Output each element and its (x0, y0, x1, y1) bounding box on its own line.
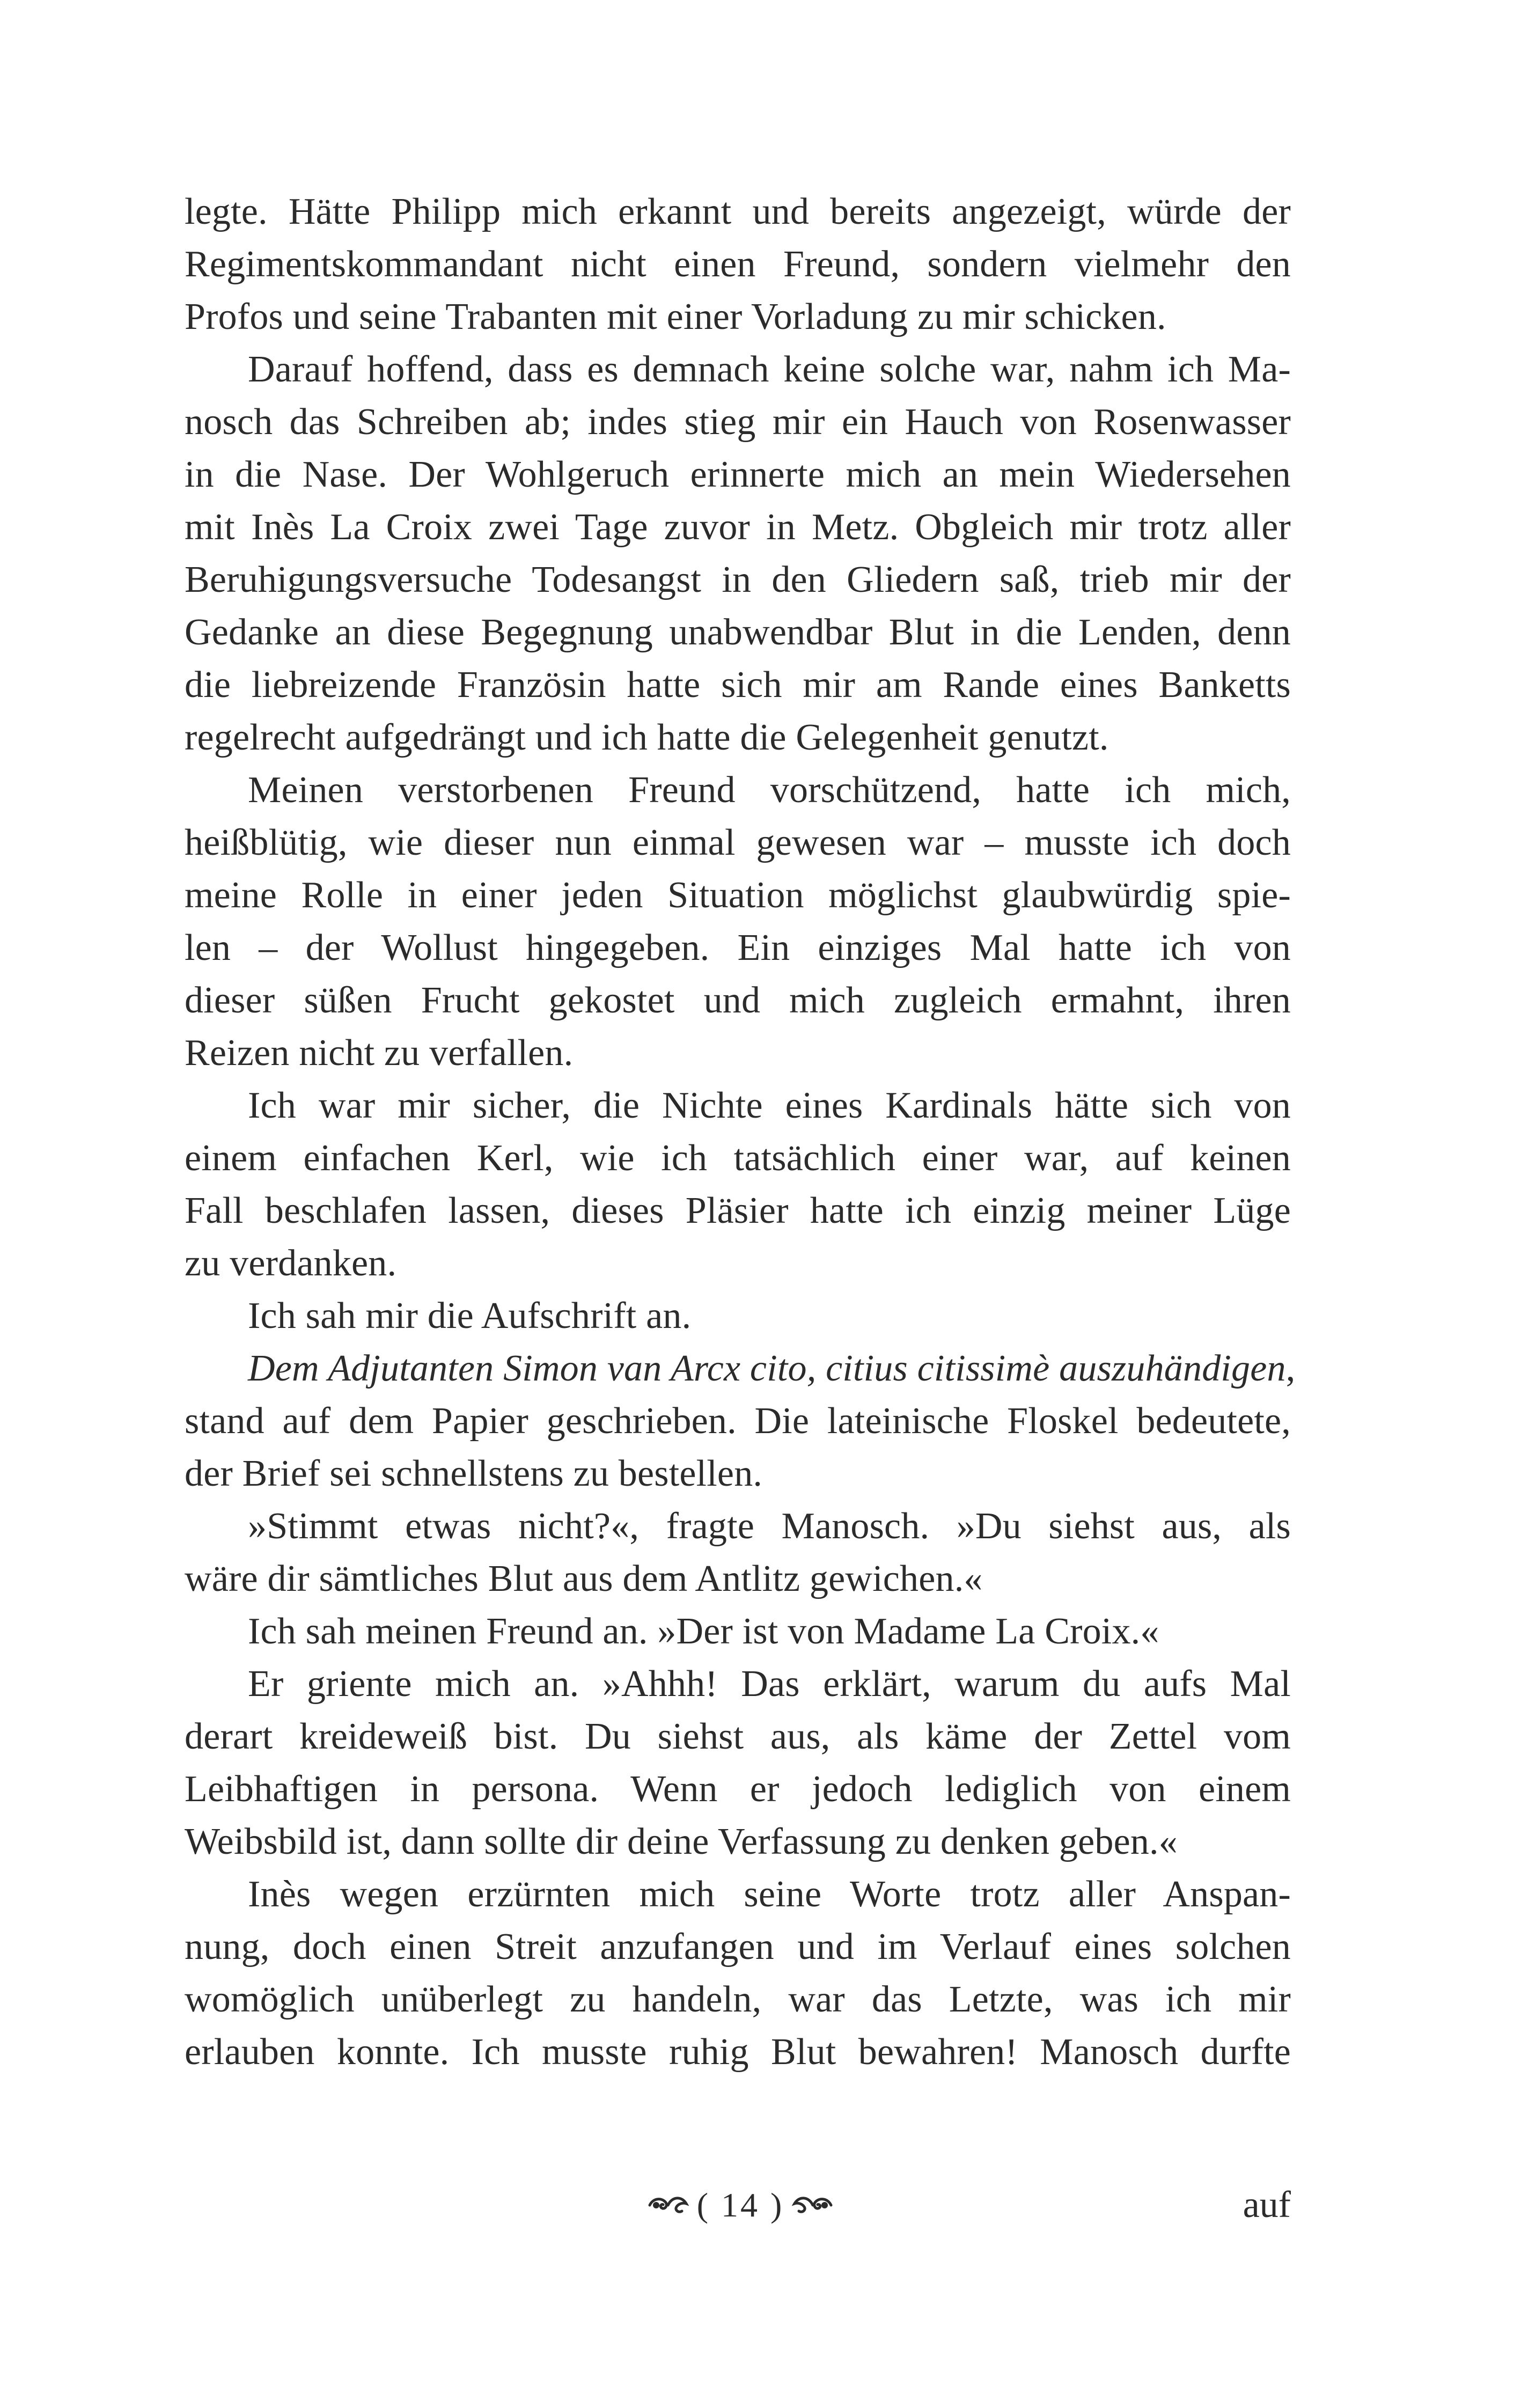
text-line: stand auf dem Papier geschrieben. Die lateinische Floskel bedeutete, (185, 1400, 1291, 1442)
text-line: Beruhigungsversuche Todesangst in den Gliedern saß, trieb mir der (185, 559, 1291, 600)
page-number-group (633, 2176, 848, 2235)
page-number: ( 14 ) (696, 2186, 784, 2224)
text-line: Ich sah meinen Freund an. »Der ist von Madame La Croix.« (248, 1611, 1159, 1652)
text-line: einem einfachen Kerl, wie ich tatsächlich einer war, auf keinen (185, 1137, 1291, 1179)
body-text (185, 186, 1296, 2079)
text-line: meine Rolle in einer jeden Situation möglichst glaubwürdig spie- (185, 875, 1291, 916)
text-line: in die Nase. Der Wohlgeruch erinnerte mich an mein Wiedersehen (185, 454, 1291, 495)
text-line: Er griente mich an. »Ahhh! Das erklärt, warum du aufs Mal (248, 1663, 1291, 1705)
text-line: Ich sah mir die Aufschrift an. (248, 1295, 692, 1337)
text-line: der Brief sei schnellstens zu bestellen. (185, 1453, 763, 1494)
text-line: Reizen nicht zu verfallen. (185, 1032, 574, 1074)
text-line: Inès wegen erzürnten mich seine Worte trotz aller Anspan- (248, 1874, 1291, 1915)
text-line: Profos und seine Trabanten mit einer Vorladung zu mir schicken. (185, 296, 1166, 337)
text-line: nung, doch einen Streit anzufangen und im Verlauf eines solchen (185, 1926, 1291, 1967)
italic-address: Dem Adjutanten Simon van Arcx cito, citius citissimè auszuhändigen (248, 1348, 1286, 1389)
italic-tail: , (1285, 1348, 1296, 1389)
text-line: wäre dir sämtliches Blut aus dem Antlitz gewichen.« (185, 1558, 983, 1599)
text-line: heißblütig, wie dieser nun einmal gewesen war – musste ich doch (185, 822, 1291, 863)
left-ornament-icon (646, 2192, 689, 2219)
text-line: womöglich unüberlegt zu handeln, war das Letzte, was ich mir (185, 1979, 1291, 2020)
page-footer (0, 2176, 1521, 2235)
text-line: die liebreizende Französin hatte sich mir am Rande eines Banketts (185, 664, 1291, 706)
text-line: Ich war mir sicher, die Nichte eines Kardinals hätte sich von (248, 1085, 1291, 1126)
text-line: Fall beschlafen lassen, dieses Pläsier hatte ich einzig meiner Lüge (185, 1190, 1291, 1231)
text-line: Regimentskommandant nicht einen Freund, sondern vielmehr den (185, 244, 1291, 285)
text-line: len – der Wollust hingegeben. Ein einziges Mal hatte ich von (185, 927, 1291, 968)
text-line: zu verdanken. (185, 1243, 397, 1284)
text-line: mit Inès La Croix zwei Tage zuvor in Metz. Obgleich mir trotz aller (185, 506, 1291, 548)
catchword: auf (1243, 2184, 1291, 2226)
text-line: nosch das Schreiben ab; indes stieg mir ein Hauch von Rosenwasser (185, 401, 1291, 443)
text-line: erlauben konnte. Ich musste ruhig Blut bewahren! Manosch durfte (185, 2031, 1291, 2073)
text-line: Weibsbild ist, dann sollte dir deine Verfassung zu denken geben.« (185, 1821, 1178, 1862)
text-line (185, 1342, 1296, 1395)
text-line: Leibhaftigen in persona. Wenn er jedoch lediglich von einem (185, 1768, 1291, 1810)
text-line: Meinen verstorbenen Freund vorschützend, hatte ich mich, (248, 769, 1291, 811)
right-ornament-icon (791, 2192, 834, 2219)
text-line: legte. Hätte Philipp mich erkannt und bereits angezeigt, würde der (185, 191, 1291, 232)
text-line: »Stimmt etwas nicht?«, fragte Manosch. »Du siehst aus, als (248, 1506, 1291, 1547)
text-line: Gedanke an diese Begegnung unabwendbar Blut in die Lenden, denn (185, 612, 1291, 653)
text-line: regelrecht aufgedrängt und ich hatte die Gelegenheit genutzt. (185, 717, 1109, 758)
text-line: Darauf hoffend, dass es demnach keine solche war, nahm ich Ma- (248, 349, 1291, 390)
text-line: dieser süßen Frucht gekostet und mich zugleich ermahnt, ihren (185, 980, 1291, 1021)
text-line: derart kreideweiß bist. Du siehst aus, als käme der Zettel vom (185, 1716, 1291, 1757)
